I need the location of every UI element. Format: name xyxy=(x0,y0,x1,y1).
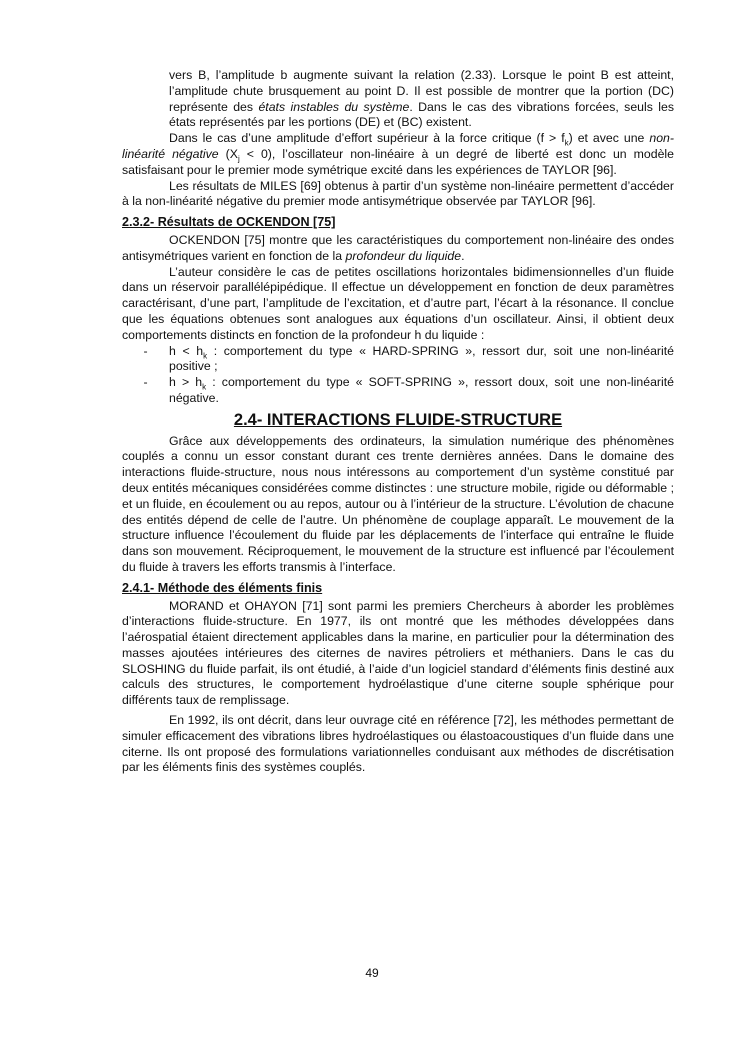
list-item: - $h < h_k$ : comportement du type « HARD-SPRING », ressort dur, soit une non-linéarité positive ; xyxy=(143,343,674,374)
paragraph-author: L’auteur considère le cas de petites oscillations horizontales bidimensionnelles d’un fluide dans un réservoir parallélépipédique. Il effectue un développement en fonction de deux paramètres caractérisant, d’une part, l’amplitude de l’excitation, et d’autre part, l’écart à la résonance. Il conclue que les équations obtenues sont analogues aux équations d’un oscillateur. Ainsi, il obtient deux comportements distincts en fonction de la profondeur h du liquide : xyxy=(122,264,674,342)
paragraph-1992: En 1992, ils ont décrit, dans leur ouvrage cité en référence [72], les méthodes permettant de simuler efficacement des vibrations libres hydroélastiques ou élastoacoustiques d’un fluide dans une citerne. Ils ont proposé des formulations variationnelles conduisant aux méthodes de discrétisation par les éléments finis des systèmes couplés. xyxy=(122,713,674,775)
paragraph-continuation: vers B, l’amplitude b augmente suivant la relation (2.33). Lorsque le point B est atteint, l’amplitude chute brusquement au point D. Il est possible de montrer que la portion (DC) représente des états instables du système. Dans le cas des vibrations forcées, seuls les états représentés par les portions (DE) et (BC) existent. xyxy=(169,68,675,130)
paragraph-fsi-intro: Grâce aux développements des ordinateurs, la simulation numérique des phénomènes couplés a connu un essor constant durant ces trente dernières années. Dans le domaine des interactions fluide-structure, nous nous intéressons au comportement d’un système constitué par deux entités mécaniques considérées comme distinctes : une structure mobile, rigide ou déformable ; et un fluide, en écoulement ou au repos, autour ou à l’intérieur de la structure. L’évolution de chacune des entités dépend de celle de l’autre. Un phénomène de couplage apparaît. Le mouvement de la structure influence l’écoulement du fluide par les déplacements de l’interface qui entraîne le fluide dans son mouvement. Réciproquement, le mouvement de la structure est influencé par l’écoulement du fluide à travers les efforts transmis à l’interface. xyxy=(122,433,674,574)
page-number: 49 xyxy=(365,966,379,980)
behavior-list xyxy=(122,344,674,407)
document-page xyxy=(122,68,674,776)
section-heading-2-3-2: 2.3.2- Résultats de OCKENDON [75] xyxy=(122,215,336,230)
paragraph-morand-ohayon: MORAND et OHAYON [71] sont parmi les premiers Chercheurs à aborder les problèmes d’interactions fluide-structure. En 1977, ils ont montré que les méthodes développées dans l’aérospatial étaient directement applicables dans la marine, en particulier pour la détermination des masses ajoutées intérieures des citernes de navires pétroliers et méthaniers. Dans le cas du SLOSHING du fluide parfait, ils ont étudié, à l’aide d’un logiciel standard d’éléments finis destiné aux calculs des structures, le comportement hydroélastique d’une citerne souple sphérique pour différents taux de remplissage. xyxy=(122,598,674,708)
section-heading-2-4: 2.4- INTERACTIONS FLUIDE-STRUCTURE xyxy=(233,410,563,429)
paragraph-critical-force: Dans le cas d’une amplitude d’effort supérieur à la force critique $(f > f_k)$ et avec une non-linéarité négative $(X_j < 0)$, l’oscillateur non-linéaire à un degré de liberté est donc un modèle satisfaisant pour le premier mode symétrique excité dans les expériences de TAYLOR [96]. xyxy=(122,131,674,177)
list-item: - $h > h_k$ : comportement du type « SOFT-SPRING », ressort doux, soit une non-linéarité négative. xyxy=(143,375,674,405)
paragraph-ockendon: OCKENDON [75] montre que les caractéristiques du comportement non-linéaire des ondes antisymétriques varient en fonction de la profondeur du liquide. xyxy=(122,232,674,263)
section-heading-2-4-1: 2.4.1- Méthode des éléments finis xyxy=(122,580,323,595)
paragraph-miles: Les résultats de MILES [69] obtenus à partir d’un système non-linéaire permettent d’accéder à la non-linéarité négative du premier mode antisymétrique observée par TAYLOR [96]. xyxy=(122,178,674,209)
